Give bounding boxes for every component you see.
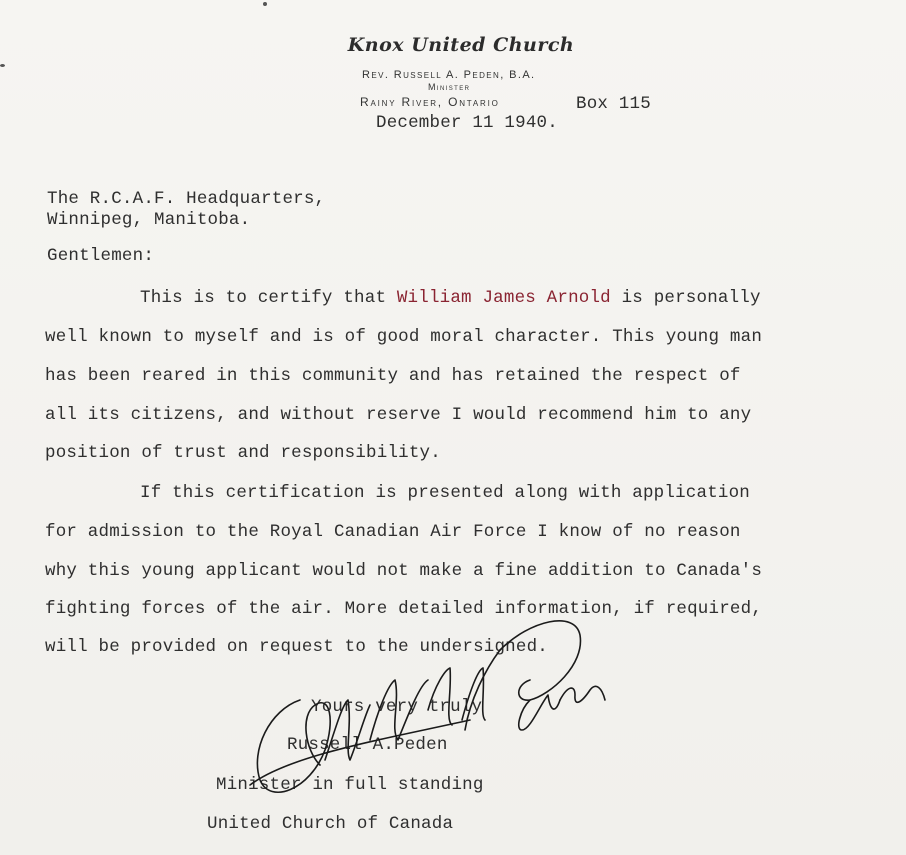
signatory-title-line-1: Minister in full standing bbox=[216, 775, 484, 795]
salutation: Gentlemen: bbox=[47, 246, 155, 266]
body-line: all its citizens, and without reserve I would recommend him to any bbox=[45, 405, 752, 425]
body-line: If this certification is presented along with application bbox=[140, 483, 750, 503]
body-line: has been reared in this community and has retained the respect of bbox=[45, 366, 741, 386]
body-line bbox=[140, 288, 761, 308]
body-line: well known to myself and is of good moral character. This young man bbox=[45, 327, 763, 347]
applicant-name: William James Arnold bbox=[396, 288, 611, 308]
letterhead-church-name: Knox United Church bbox=[347, 34, 575, 56]
letter-date: December 11 1940. bbox=[376, 113, 558, 133]
letterhead-minister-name: Rev. Russell A. Peden, B.A. bbox=[362, 69, 536, 81]
letterhead-box: Box 115 bbox=[576, 94, 651, 114]
paper-speck bbox=[263, 2, 267, 6]
paper-speck bbox=[0, 64, 5, 67]
signatory-title-line-2: United Church of Canada bbox=[207, 814, 454, 834]
body-line: position of trust and responsibility. bbox=[45, 443, 441, 463]
letterhead-place: Rainy River, Ontario bbox=[360, 95, 500, 109]
body-text: This is to certify that bbox=[140, 288, 397, 308]
body-text: is personally bbox=[610, 288, 761, 308]
body-line: fighting forces of the air. More detailed information, if required, bbox=[45, 599, 763, 619]
body-line: will be provided on request to the undersigned. bbox=[45, 637, 548, 657]
body-line: for admission to the Royal Canadian Air Force I know of no reason bbox=[45, 522, 741, 542]
body-line: why this young applicant would not make a fine addition to Canada's bbox=[45, 561, 763, 581]
recipient-line-2: Winnipeg, Manitoba. bbox=[47, 210, 251, 230]
typed-signatory-name: Russell A.Peden bbox=[287, 735, 448, 755]
valediction: Yours very truly bbox=[311, 697, 483, 717]
letterhead-minister-title: Minister bbox=[428, 82, 471, 92]
recipient-line-1: The R.C.A.F. Headquarters, bbox=[47, 189, 326, 209]
